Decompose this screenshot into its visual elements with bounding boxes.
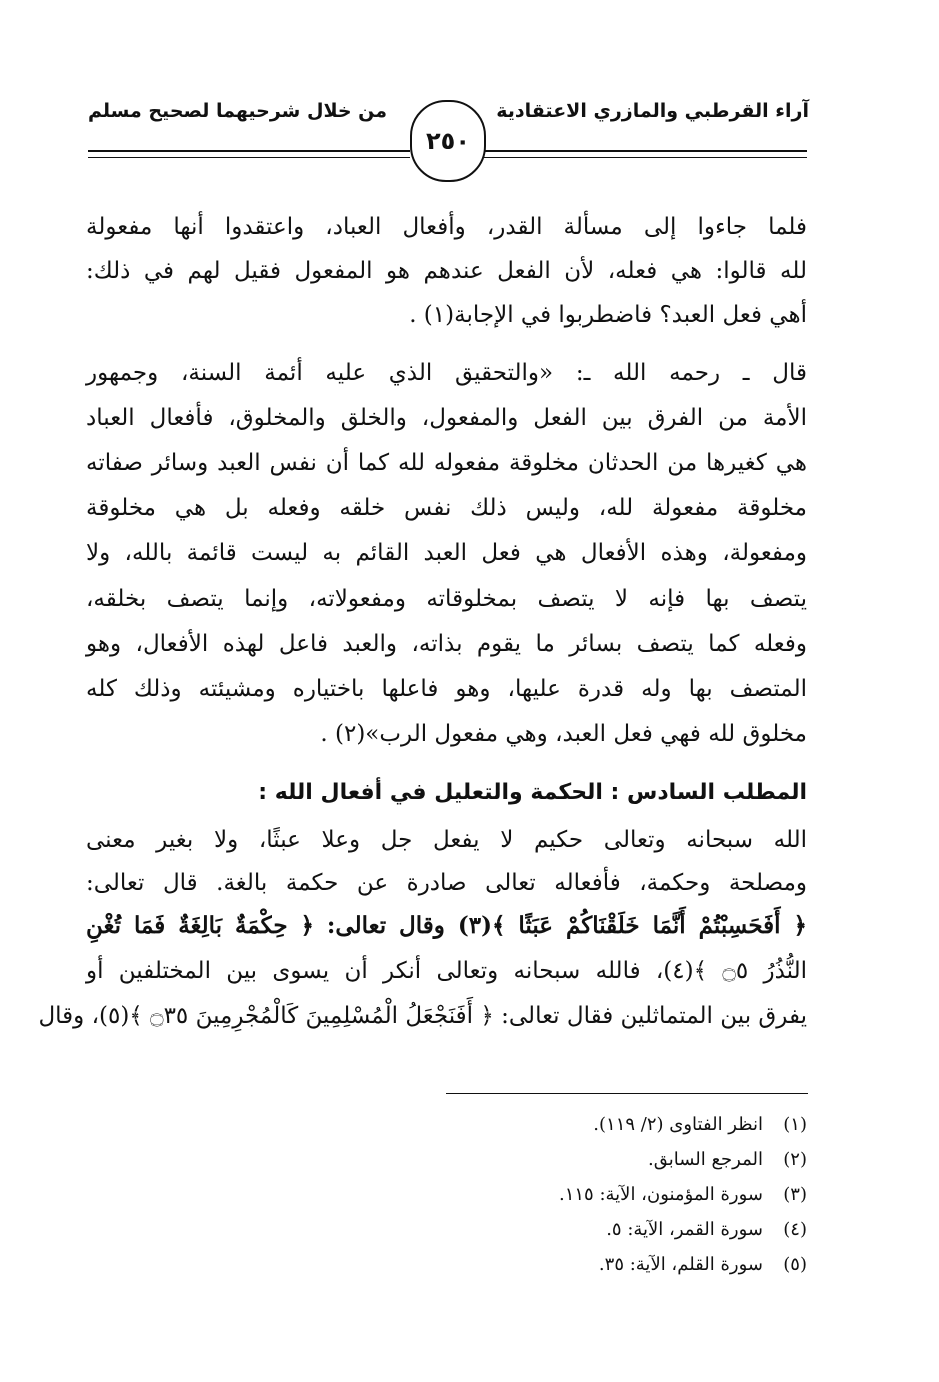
text-line: يتصف بها فإنه لا يتصف بمخلوقاته ومفعولاته، وإنما يتصف بخلقه، — [86, 586, 807, 612]
footnote — [606, 1214, 807, 1246]
footnote-text: سورة المؤمنون، الآية: ١١٥. — [558, 1184, 763, 1205]
footnote-number: (٥) — [783, 1254, 807, 1275]
running-title-right: آراء القرطبي والمازري الاعتقادية — [496, 100, 809, 122]
text-line: الله سبحانه وتعالى حكيم لا يفعل جل وعلا عبثًا، ولا بغير معنى — [86, 827, 807, 853]
footnote-text: انظر الفتاوى (٢/ ١١٩). — [593, 1114, 763, 1135]
header-rule-right-top — [484, 150, 807, 152]
footnote — [599, 1249, 807, 1281]
footnote-number: (٣) — [783, 1184, 807, 1205]
header-rule-left-top — [88, 150, 410, 152]
footnote-text: سورة القلم، الآية: ٣٥. — [598, 1254, 763, 1275]
page-number — [410, 100, 486, 182]
footnote-number: (٢) — [783, 1149, 807, 1170]
header-rule-left-bottom — [88, 157, 410, 158]
text-line: مخلوقة مفعولة لله، وليس ذلك نفس خلقه وفعله بل هي مخلوقة — [86, 495, 807, 521]
running-title-left: من خلال شرحيهما لصحيح مسلم — [88, 100, 388, 122]
quran-verse-line: ﴿ أَفَحَسِبْتُمْ أَنَّمَا خَلَقْنَاكُمْ عَبَثًا ﴾(٣) وقال تعالى: ﴿ حِكْمَةٌ بَالِغَةٌ فَمَا تُغْنِ — [86, 912, 807, 939]
text-line: قال ـ رحمه الله ـ: «والتحقيق الذي عليه أئمة السنة، وجمهور — [86, 360, 807, 386]
text-line: يفرق بين المتماثلين فقال تعالى: ﴿ أَفَنَجْعَلُ الْمُسْلِمِينَ كَالْمُجْرِمِينَ ۝٣٥ ﴾(٥)، وقال — [38, 1003, 807, 1029]
footnote-text: المرجع السابق. — [647, 1149, 763, 1170]
page-number-text: ٢٥٠ — [426, 127, 470, 155]
footnote-number: (١) — [783, 1114, 807, 1135]
text-line: ومصلحة وحكمة، فأفعاله تعالى صادرة عن حكمة بالغة. قال تعالى: — [86, 870, 807, 896]
text-line: وفعله كما يتصف بسائر ما يقوم بذاته، والعبد فاعل لهذه الأفعال، وهو — [86, 631, 807, 657]
text-line: المتصف بها وله قدرة عليها، وهو فاعلها باختياره ومشيئته وذلك كله — [86, 676, 807, 702]
footnote — [593, 1109, 807, 1141]
section-heading: المطلب السادس : الحكمة والتعليل في أفعال الله : — [258, 780, 807, 805]
text-line: ومفعولة، وهذه الأفعال هي فعل العبد القائم به ليست قائمة بالله، ولا — [86, 540, 807, 566]
footnote-separator — [446, 1093, 808, 1094]
footnote — [648, 1144, 807, 1176]
footnote-number: (٤) — [783, 1219, 807, 1240]
text-line: لله قالوا: هي فعله، لأن الفعل عندهم هو المفعول فقيل لهم في ذلك: — [86, 258, 807, 284]
footnote — [559, 1179, 807, 1211]
text-line: فلما جاءوا إلى مسألة القدر، وأفعال العباد، واعتقدوا أنها مفعولة — [86, 214, 807, 240]
text-line: الأمة من الفرق بين الفعل والمفعول، والخلق والمخلوق، فأفعال العباد — [86, 405, 807, 431]
header-rule-right-bottom — [484, 157, 807, 158]
text-line: هي كغيرها من الحدثان مخلوقة مفعوله لله كما أن نفس العبد وسائر صفاته — [86, 450, 807, 476]
text-line: مخلوق لله فهي فعل العبد، وهي مفعول الرب»(٢) . — [320, 721, 807, 747]
footnote-text: سورة القمر، الآية: ٥. — [606, 1219, 763, 1240]
text-line: النُّذُرُ ۝٥ ﴾(٤)، فالله سبحانه وتعالى أنكر أن يسوى بين المختلفين أو — [86, 958, 807, 984]
text-line: أهي فعل العبد؟ فاضطربوا في الإجابة(١) . — [409, 302, 807, 328]
